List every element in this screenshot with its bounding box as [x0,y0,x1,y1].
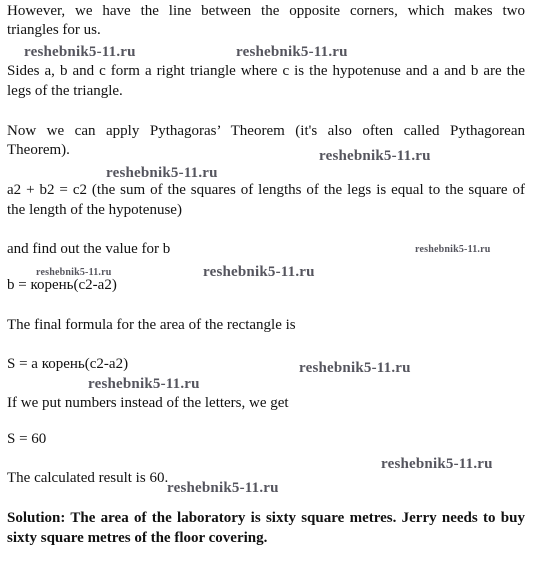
paragraph-line: Sides a, b and c form a right triangle where c is the hypotenuse and a and b are the [7,63,525,79]
watermark: reshebnik5-11.ru [106,165,218,181]
paragraph-line: Now we can apply Pythagoras’ Theorem (it's also often called Pythagorean [7,123,525,139]
paragraph-line: Theorem). [7,142,70,158]
watermark: reshebnik5-11.ru [381,456,493,472]
watermark: reshebnik5-11.ru [415,244,491,255]
watermark: reshebnik5-11.ru [24,44,136,60]
watermark: reshebnik5-11.ru [319,148,431,164]
solution-line: Solution: The area of the laboratory is sixty square metres. Jerry needs to buy [7,510,525,526]
paragraph-line: and find out the value for b [7,241,171,257]
paragraph-line: legs of the triangle. [7,83,123,99]
solution-line: sixty square metres of the floor covering. [7,530,268,546]
paragraph-line: However, we have the line between the opposite corners, which makes two [7,3,525,19]
formula-line: S = a корень(c2-a2) [7,356,129,372]
paragraph-line: a2 + b2 = c2 (the sum of the squares of lengths of the legs is equal to the square of [7,182,525,198]
paragraph-line: triangles for us. [7,22,101,38]
paragraph-line: the length of the hypotenuse) [7,202,182,218]
paragraph-line: If we put numbers instead of the letters, we get [7,395,289,411]
watermark: reshebnik5-11.ru [236,44,348,60]
watermark: reshebnik5-11.ru [36,267,112,278]
watermark: reshebnik5-11.ru [203,264,315,280]
watermark: reshebnik5-11.ru [299,360,411,376]
formula-line: S = 60 [7,431,47,447]
watermark: reshebnik5-11.ru [167,480,279,496]
watermark: reshebnik5-11.ru [88,376,200,392]
formula-line: b = корень(c2-a2) [7,277,117,293]
paragraph-line: The final formula for the area of the rectangle is [7,317,296,333]
paragraph-line: The calculated result is 60. [7,470,169,486]
